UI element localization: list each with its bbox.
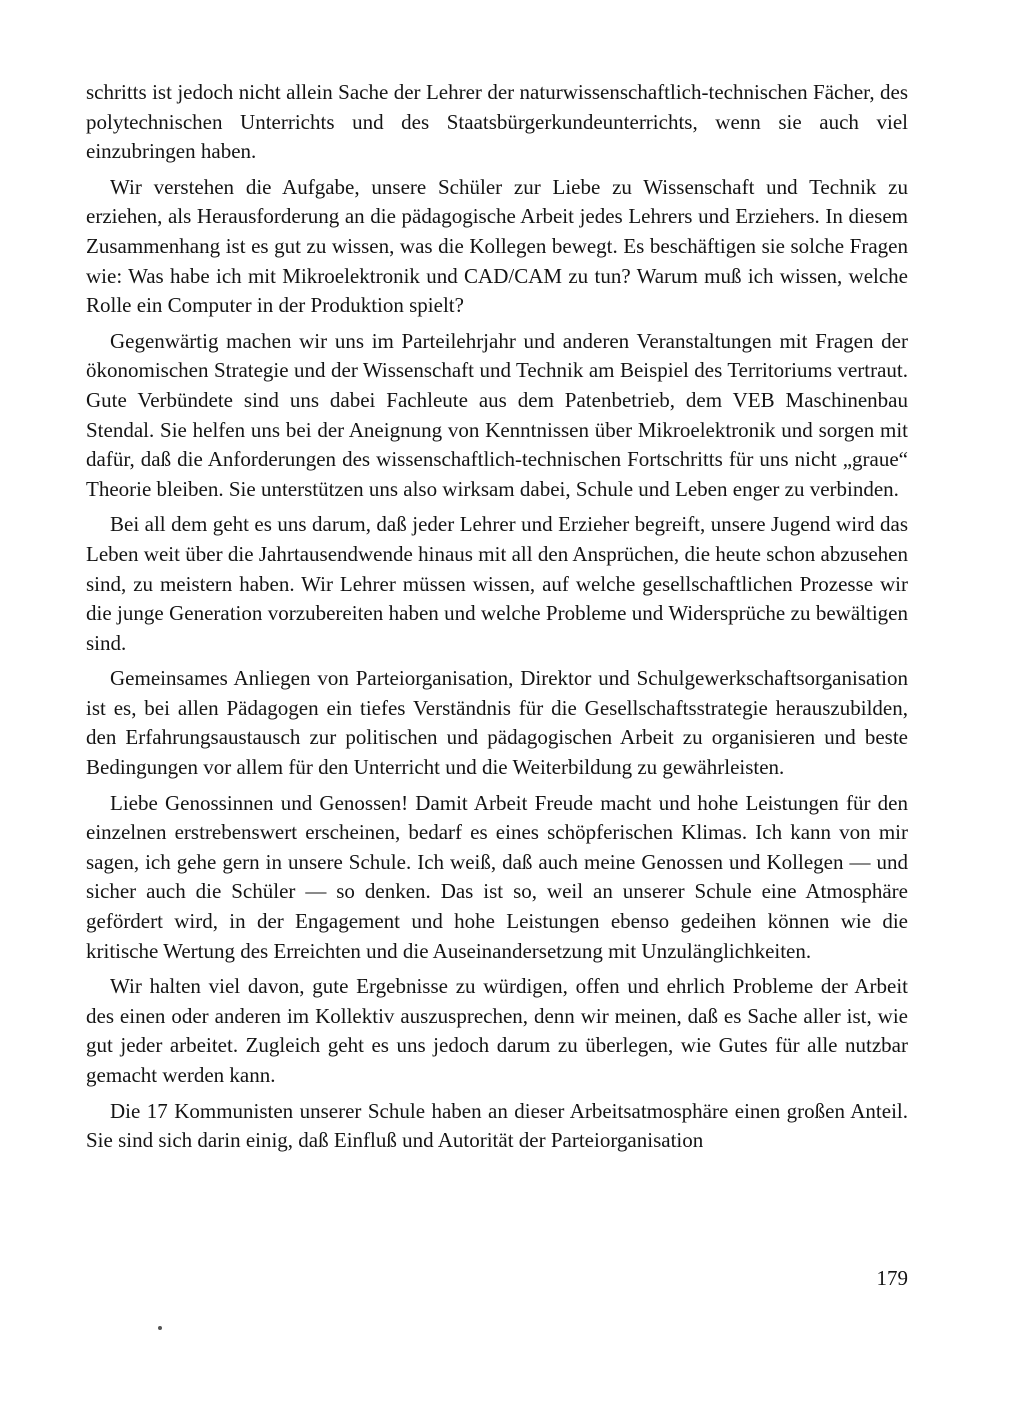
paragraph: Bei all dem geht es uns darum, daß jeder Lehrer und Erzieher begreift, unsere Jugend wird das Leben weit über die Jahrtausendwende hinaus mit all den Ansprüchen, die heute schon abzusehen sind, zu meistern haben. Wir Lehrer müssen wissen, auf welche gesellschaftlichen Prozesse wir die junge Generation vorzubereiten haben und welche Probleme und Widersprüche zu bewältigen sind. xyxy=(86,512,908,655)
scan-speck xyxy=(158,1326,162,1330)
paragraph: Liebe Genossinnen und Genossen! Damit Arbeit Freude macht und hohe Leistungen für den einzelnen erstrebenswert erscheinen, bedarf es eines schöpferischen Klimas. Ich kann von mir sagen, ich gehe gern in unsere Schule. Ich weiß, daß auch meine Genossen und Kollegen — und sicher auch die Schüler — so denken. Das ist so, weil an unserer Schule eine Atmosphäre gefördert wird, in der Engagement und hohe Leistungen ebenso gedeihen können wie die kritische Wertung des Erreichten und die Auseinandersetzung mit Unzulänglichkeiten. xyxy=(86,790,908,963)
paragraph: Wir verstehen die Aufgabe, unsere Schüler zur Liebe zu Wissenschaft und Technik zu erziehen, als Herausforderung an die pädagogische Arbeit jedes Lehrers und Erziehers. In diesem Zusammenhang ist es gut zu wissen, was die Kollegen bewegt. Es beschäftigen sie solche Fragen wie: Was habe ich mit Mikroelektronik und CAD/CAM zu tun? Warum muß ich wissen, welche Rolle ein Computer in der Produktion spielt? xyxy=(86,174,908,318)
paragraph: Wir halten viel davon, gute Ergebnisse zu würdigen, offen und ehrlich Probleme der Arbeit des einen oder anderen im Kollektiv auszusprechen, denn wir meinen, daß es Sache aller ist, wie gut jeder arbeitet. Zugleich geht es uns jedoch darum zu überlegen, wie Gutes für alle nutzbar gemacht werden kann. xyxy=(86,974,908,1087)
paragraph: Gegenwärtig machen wir uns im Parteilehrjahr und anderen Veranstaltungen mit Fragen der ökonomischen Strategie und der Wissenschaft und Technik am Beispiel des Territoriums vertraut. Gute Verbündete sind uns dabei Fachleute aus dem Patenbetrieb, dem VEB Maschinenbau Stendal. Sie helfen uns bei der Aneignung von Kenntnissen über Mikroelektronik und sorgen mit dafür, daß die Anforderungen des wissenschaftlich-technischen Fortschritts für uns nicht „graue“ Theorie bleiben. Sie unterstützen uns also wirksam dabei, Schule und Leben enger zu verbinden. xyxy=(86,328,908,501)
paragraph: Gemeinsames Anliegen von Parteiorganisation, Direktor und Schulgewerkschaftsorganisation ist es, bei allen Pädagogen ein tiefes Verständnis für die Gesellschaftsstrategie herauszubilden, den Erfahrungsaustausch zur politischen und pädagogischen Arbeit zu organisieren und beste Bedingungen vor allem für den Unterricht und die Weiterbildung zu gewährleisten. xyxy=(86,666,908,780)
page-number: 179 xyxy=(876,1266,908,1290)
paragraph: Die 17 Kommunisten unserer Schule haben an dieser Arbeitsatmosphäre einen großen Anteil. Sie sind sich darin einig, daß Einfluß und Autorität der Parteiorganisation xyxy=(86,1098,908,1153)
body-text xyxy=(86,78,908,1162)
paragraph: schritts ist jedoch nicht allein Sache der Lehrer der naturwissenschaftlich-technischen Fächer, des polytechnischen Unterrichts und des Staatsbürgerkundeunterrichts, wenn sie auch viel einzubringen haben. xyxy=(86,80,908,164)
